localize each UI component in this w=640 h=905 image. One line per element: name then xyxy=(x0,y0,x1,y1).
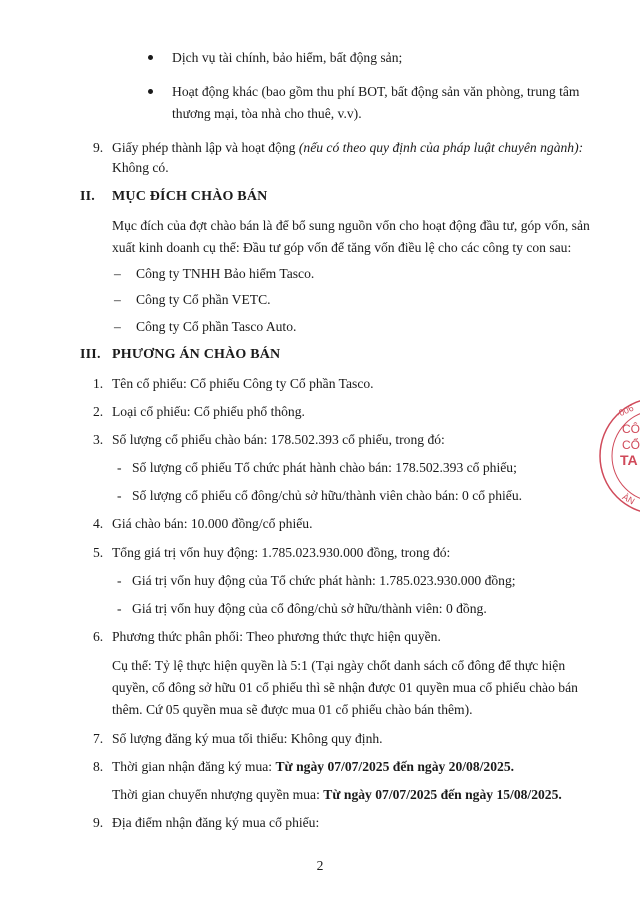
item-number: 7. xyxy=(93,731,104,746)
bullet-dot xyxy=(148,55,153,60)
item-text: Loại cổ phiếu: Cổ phiếu phổ thông. xyxy=(112,404,305,419)
sub-item: Số lượng cổ phiếu cổ đông/chủ sở hữu/thành viên chào bán: 0 cổ phiếu. xyxy=(132,488,523,503)
sub-item: Giá trị vốn huy động của Tổ chức phát hành: 1.785.023.930.000 đồng; xyxy=(132,573,516,588)
sub-dash: - xyxy=(117,601,122,616)
company-item: Công ty Cổ phần VETC. xyxy=(136,292,271,307)
item-number: 1. xyxy=(93,376,104,391)
item-text: Số lượng cổ phiếu chào bán: 178.502.393 cổ phiếu, trong đó: xyxy=(112,432,445,447)
item-text: Giá chào bán: 10.000 đồng/cổ phiếu. xyxy=(112,516,313,531)
item-text: Địa điểm nhận đăng ký mua cổ phiếu: xyxy=(112,815,320,830)
item-number: 9. xyxy=(93,140,104,155)
bullet-item-cont: thương mại, tòa nhà cho thuê, v.v). xyxy=(172,106,362,121)
section-title: PHƯƠNG ÁN CHÀO BÁN xyxy=(112,347,281,362)
item-text: Phương thức phân phối: Theo phương thức thực hiện quyền. xyxy=(112,629,441,644)
item-number: 6. xyxy=(93,629,104,644)
paragraph-line: Cụ thể: Tỷ lệ thực hiện quyền là 5:1 (Tại ngày chốt danh sách cổ đông để thực hiện xyxy=(112,658,566,673)
date-value: Từ ngày 07/07/2025 đến ngày 20/08/2025. xyxy=(275,759,515,774)
date-value: Từ ngày 07/07/2025 đến ngày 15/08/2025. xyxy=(323,787,562,802)
stamp-text: ·006 xyxy=(614,402,636,420)
license-line xyxy=(112,138,583,157)
item-text xyxy=(112,785,562,804)
item-text: Tổng giá trị vốn huy động: 1.785.023.930.000 đồng, trong đó: xyxy=(112,545,451,560)
item-number: 3. xyxy=(93,432,104,447)
stamp-text: TA xyxy=(620,452,638,468)
company-stamp xyxy=(596,380,640,530)
page-number: 2 xyxy=(316,858,324,873)
company-item: Công ty TNHH Bảo hiểm Tasco. xyxy=(136,266,315,281)
stamp-text: CÔ xyxy=(622,422,640,436)
sub-dash: - xyxy=(117,488,122,503)
item-number: 4. xyxy=(93,516,104,531)
sub-dash: - xyxy=(117,460,122,475)
stamp-text: ÀN xyxy=(620,491,637,507)
paragraph-line: xuất kinh doanh cụ thể: Đầu tư góp vốn để tăng vốn điều lệ cho các công ty con sau: xyxy=(112,240,572,255)
company-item: Công ty Cổ phần Tasco Auto. xyxy=(136,319,297,334)
item-text: Số lượng đăng ký mua tối thiểu: Không quy định. xyxy=(112,731,383,746)
license-italic: (nếu có theo quy định của pháp luật chuyên ngành): xyxy=(298,140,584,155)
license-value: Không có. xyxy=(112,160,169,175)
section-number: III. xyxy=(80,347,101,362)
license-text: Giấy phép thành lập và hoạt động xyxy=(112,140,299,155)
sub-dash: - xyxy=(117,573,122,588)
section-title: MỤC ĐÍCH CHÀO BÁN xyxy=(112,189,268,204)
item-number: 5. xyxy=(93,545,104,560)
sub-item: Số lượng cổ phiếu Tổ chức phát hành chào bán: 178.502.393 cổ phiếu; xyxy=(132,460,517,475)
item-number: 8. xyxy=(93,759,104,774)
item-text: Tên cổ phiếu: Cổ phiếu Công ty Cổ phần Tasco. xyxy=(112,376,374,391)
paragraph-line: quyền, cổ đông sở hữu 01 cổ phiếu thì sẽ nhận được 01 quyền mua cổ phiếu chào bán xyxy=(112,680,578,695)
dash-marker: – xyxy=(114,292,121,307)
paragraph-line: thêm. Cứ 05 quyền mua sẽ được mua 01 cổ phiếu chào bán thêm). xyxy=(112,702,473,717)
date-label: Thời gian chuyển nhượng quyền mua: xyxy=(112,787,324,802)
item-number: 2. xyxy=(93,404,104,419)
bullet-item: Hoạt động khác (bao gồm thu phí BOT, bất động sản văn phòng, trung tâm xyxy=(172,84,580,99)
stamp-text: CỔ xyxy=(622,438,640,452)
item-text xyxy=(112,757,514,776)
sub-item: Giá trị vốn huy động của cổ đông/chủ sở hữu/thành viên: 0 đồng. xyxy=(132,601,487,616)
dash-marker: – xyxy=(114,266,121,281)
paragraph-line: Mục đích của đợt chào bán là để bổ sung nguồn vốn cho hoạt động đầu tư, góp vốn, sản xyxy=(112,218,590,233)
section-number: II. xyxy=(80,189,95,204)
dash-marker: – xyxy=(114,319,121,334)
date-label: Thời gian nhận đăng ký mua: xyxy=(112,759,276,774)
bullet-item: Dịch vụ tài chính, bảo hiểm, bất động sản; xyxy=(172,50,403,65)
bullet-dot xyxy=(148,89,153,94)
item-number: 9. xyxy=(93,815,104,830)
